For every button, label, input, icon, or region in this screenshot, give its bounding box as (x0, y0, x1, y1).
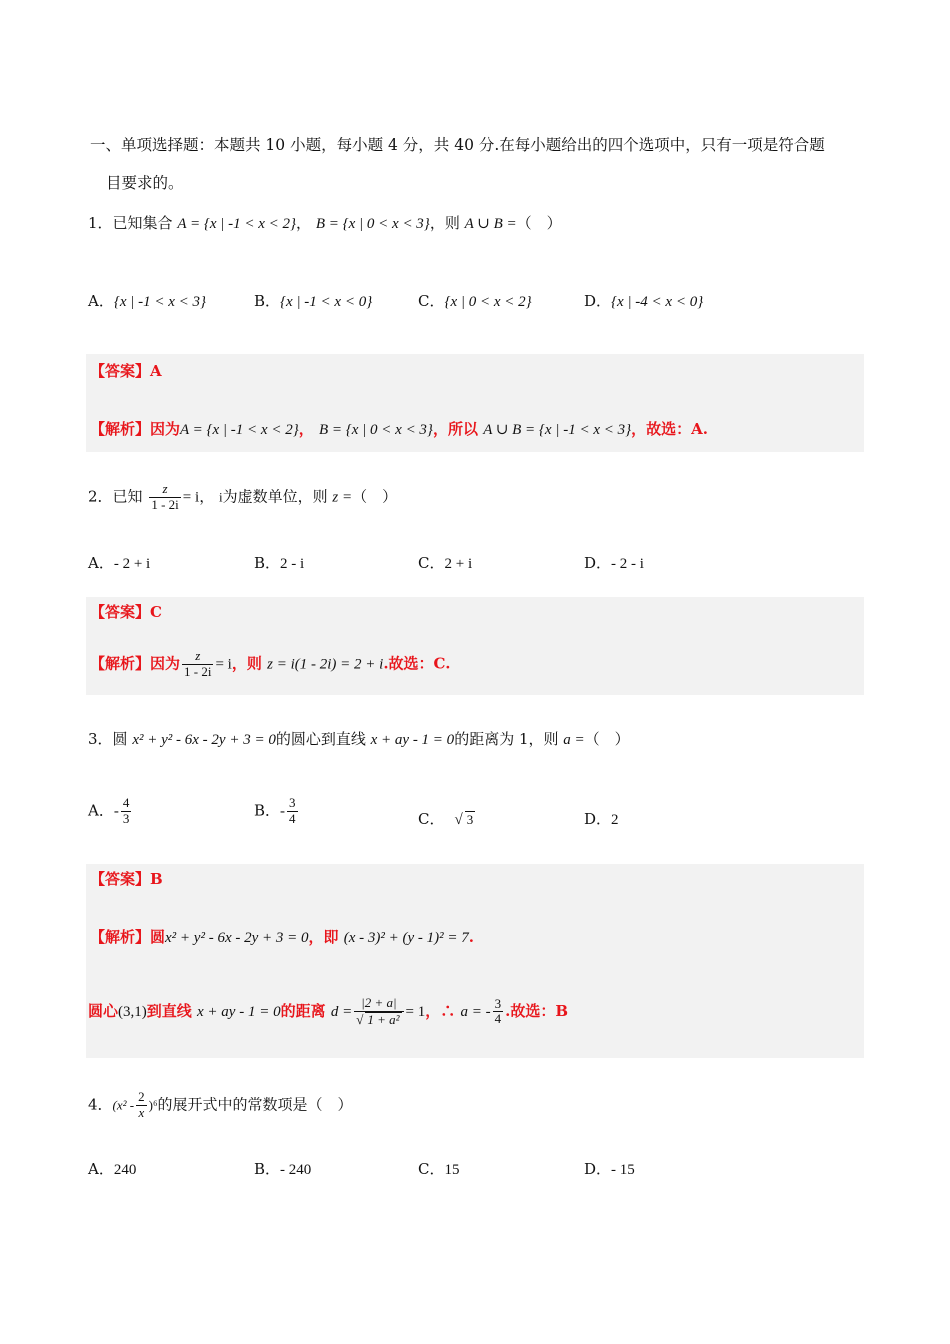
question-2 (88, 482, 397, 513)
q3-analysis-result-den: 4 (494, 1011, 502, 1027)
q2-analysis-label: 【解析】因为 (90, 654, 181, 673)
q3-analysis-eq-one: = 1 (405, 1003, 426, 1020)
q3-analysis-label: 【解析】圆 (90, 928, 166, 946)
q1-text-b: ，则 (429, 214, 460, 232)
q3-option-b[interactable] (254, 796, 300, 827)
q1-analysis-label: 【解析】因为 (90, 420, 181, 438)
q3-analysis-distance-label: 的距离 (280, 1001, 326, 1020)
q1-analysis-mid: ，所以 (432, 420, 478, 438)
q3-option-c-label: C． (418, 810, 445, 828)
q2-option-d[interactable] (584, 552, 644, 573)
q3-analysis-mid: ，即 (308, 928, 339, 946)
q3-analysis-frac-den (354, 1012, 403, 1028)
q4-option-b[interactable] (254, 1158, 311, 1179)
q2-analysis-fraction (182, 649, 213, 680)
q3-analysis-radicand: 1 + a² (367, 1011, 400, 1027)
q2-option-d-label: D． (584, 554, 612, 572)
q1-number: 1． (88, 214, 113, 232)
q3-option-c-value: 3 (466, 812, 474, 827)
q4-expr-a: (x² - (112, 1097, 135, 1113)
q3-paren: （ ） (584, 730, 630, 748)
q2-paren: （ ） (352, 487, 398, 506)
q3-option-d-value: 2 (611, 812, 619, 828)
q1-set-a: A = {x | -1 < x < 2} (177, 216, 297, 232)
q2-option-a-value: - 2 + i (113, 556, 151, 572)
q3-analysis-line-eq: x + ay - 1 = 0 (197, 1003, 281, 1020)
q1-option-b[interactable] (254, 290, 372, 311)
q1-option-b-label: B． (254, 292, 281, 310)
q3-option-a-num: 4 (122, 795, 130, 810)
q2-option-c-label: C． (418, 554, 445, 572)
q2-i: i (218, 489, 223, 505)
q1-option-a-value: {x | -1 < x < 3} (113, 294, 207, 310)
q3-analysis-dot: . (468, 928, 475, 946)
q4-option-d-label: D． (584, 1160, 612, 1178)
q4-option-b-label: B． (254, 1160, 281, 1178)
q1-option-d-label: D． (584, 292, 612, 310)
q1-analysis (90, 418, 708, 439)
q4-frac-den: x (138, 1104, 145, 1120)
q3-analysis-circle: x² + y² - 6x - 2y + 3 = 0 (165, 930, 309, 946)
section-heading-line1: 一、单项选择题：本题共 10 小题，每小题 4 分，共 40 分.在每小题给出的四个选项中，只有一项是符合题 (90, 136, 825, 154)
q3-text-b: 的圆心到直线 (275, 730, 366, 748)
q3-option-d[interactable] (584, 808, 619, 829)
q3-circle-equation: x² + y² - 6x - 2y + 3 = 0 (132, 732, 276, 748)
q2-eq: = i (182, 489, 200, 506)
q3-analysis-distance-fraction (354, 996, 403, 1028)
q3-expr: a = (563, 732, 585, 748)
q3-option-b-label: B． (254, 801, 281, 820)
q3-line-equation: x + ay - 1 = 0 (370, 732, 455, 748)
q4-option-a-value: 240 (113, 1162, 137, 1178)
q3-option-a-label: A． (88, 801, 114, 820)
q3-analysis-frac-num: |2 + a| (354, 996, 403, 1012)
q3-analysis-to-line: 到直线 (146, 1001, 192, 1020)
q2-text-a: 已知 (112, 487, 143, 506)
q2-analysis-frac-num: z (182, 649, 213, 665)
q3-text-c: 的距离为 1，则 (454, 730, 559, 748)
q1-option-d-value: {x | -4 < x < 0} (611, 294, 704, 310)
q3-analysis-line1 (90, 926, 474, 947)
q2-sep: ， (199, 487, 215, 506)
q3-analysis-standard-form: (x - 3)² + (y - 1)² = 7 (343, 930, 469, 946)
q4-option-d-value: - 15 (611, 1162, 635, 1178)
q3-answer-box (86, 864, 864, 1058)
q1-option-a-label: A． (88, 292, 114, 310)
q1-set-b: B = {x | 0 < x < 3} (315, 216, 430, 232)
q3-analysis-a-eq: a = - (460, 1003, 491, 1020)
q2-option-c[interactable] (418, 552, 472, 573)
q3-analysis-center-label: 圆心 (88, 1001, 119, 1020)
q1-analysis-sep: ， (298, 420, 314, 438)
q2-analysis-end: .故选：C. (383, 654, 451, 673)
q3-analysis-result-num: 3 (494, 995, 502, 1011)
q3-option-b-num: 3 (289, 795, 296, 810)
q4-option-d[interactable] (584, 1158, 635, 1179)
q4-option-a-label: A． (88, 1160, 114, 1178)
q3-option-b-den: 4 (289, 810, 296, 826)
q2-option-c-value: 2 + i (444, 556, 473, 572)
q3-option-a-den: 3 (122, 810, 130, 826)
q2-option-a[interactable] (88, 552, 150, 573)
q1-analysis-end: ，故选：A. (631, 420, 708, 438)
q1-option-c[interactable] (418, 290, 532, 311)
q2-option-a-label: A． (88, 554, 114, 572)
q4-frac-num: 2 (138, 1089, 145, 1104)
q1-analysis-set-b: B = {x | 0 < x < 3} (318, 422, 433, 438)
q3-analysis-d: d = (330, 1003, 353, 1020)
q4-option-b-value: - 240 (280, 1162, 312, 1178)
sqrt-icon: √ (356, 1011, 364, 1027)
q1-answer-box (86, 354, 864, 452)
q2-option-b[interactable] (254, 552, 304, 573)
q2-frac-den: 1 - 2i (151, 496, 179, 512)
q4-option-c-label: C． (418, 1160, 445, 1178)
q1-option-d[interactable] (584, 290, 703, 311)
q3-text-a: 圆 (112, 730, 128, 748)
q1-text-a: 已知集合 (112, 214, 173, 232)
q2-answer-box (86, 597, 864, 695)
q2-analysis-mid: ，则 (231, 654, 262, 673)
q2-fraction (149, 482, 180, 513)
q4-number: 4． (88, 1095, 113, 1114)
q2-option-b-value: 2 - i (280, 556, 305, 572)
q4-text: 的展开式中的常数项是（ ） (157, 1095, 353, 1114)
q3-option-a-sign: - (113, 803, 119, 820)
q2-text-b: 为虚数单位，则 (222, 487, 328, 506)
q1-option-a[interactable] (88, 290, 206, 311)
q3-number: 3． (88, 730, 113, 748)
q1-option-c-value: {x | 0 < x < 2} (444, 294, 532, 310)
q2-frac-num: z (149, 482, 180, 498)
q3-option-d-label: D． (584, 810, 612, 828)
q3-option-b-sign: - (280, 803, 286, 820)
q3-analysis-end: .故选：B (505, 1001, 569, 1020)
q1-analysis-union: A ∪ B = {x | -1 < x < 3} (483, 422, 632, 438)
q2-analysis-eq: = i (215, 656, 232, 673)
section-heading-line2: 目要求的。 (106, 174, 184, 192)
q1-answer: 【答案】A (90, 362, 162, 380)
q2-analysis-frac-den: 1 - 2i (184, 663, 212, 679)
q4-fraction (136, 1090, 147, 1121)
q4-option-c[interactable] (418, 1158, 459, 1179)
sqrt-icon: √ (454, 812, 463, 828)
q2-answer: 【答案】C (90, 603, 162, 621)
q2-expr: z = (332, 489, 353, 506)
q4-option-a[interactable] (88, 1158, 136, 1179)
q2-option-b-label: B． (254, 554, 281, 572)
q3-analysis-therefore: ，∴ (425, 1001, 456, 1020)
q3-option-a[interactable] (88, 796, 133, 827)
q2-option-d-value: - 2 - i (611, 556, 644, 572)
q3-option-b-fraction (287, 796, 298, 827)
q3-option-c[interactable] (418, 808, 475, 829)
q4-option-c-value: 15 (444, 1162, 460, 1178)
q2-analysis-expr: z = i(1 - 2i) = 2 + i (267, 656, 384, 673)
q1-option-b-value: {x | -1 < x < 0} (280, 294, 373, 310)
question-4 (88, 1090, 353, 1121)
q3-analysis-line2 (88, 996, 568, 1028)
question-1 (88, 212, 562, 233)
q1-expr: A ∪ B = (464, 216, 517, 232)
q4-expr-b: )⁶ (148, 1097, 158, 1113)
question-3 (88, 728, 630, 749)
q3-option-a-fraction (121, 796, 132, 827)
section-heading (90, 126, 880, 202)
q1-analysis-set-a: A = {x | -1 < x < 2} (180, 422, 299, 438)
q1-option-c-label: C． (418, 292, 445, 310)
q2-analysis (90, 649, 450, 680)
q3-answer: 【答案】B (90, 870, 163, 888)
q1-paren: （ ） (516, 214, 562, 232)
q3-analysis-center: (3,1) (118, 1003, 147, 1020)
q2-number: 2． (88, 487, 113, 506)
q3-analysis-result-fraction (493, 997, 504, 1028)
q1-sep: ， (296, 214, 312, 232)
